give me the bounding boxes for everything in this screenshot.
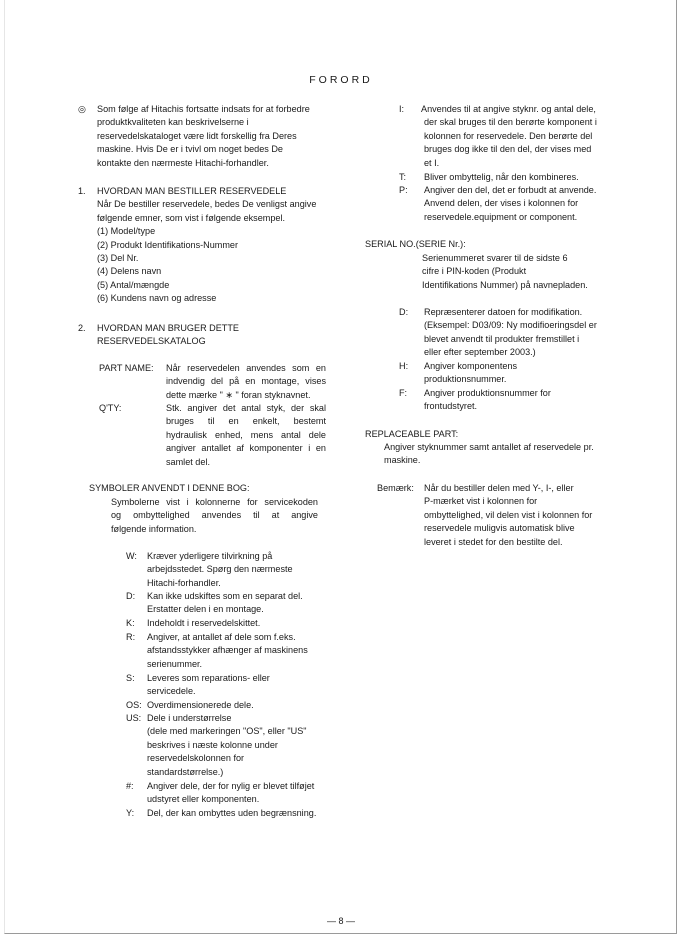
code-label: I: [399,104,405,114]
qty-label: Q'TY: [99,403,122,413]
intro-bullet-icon: ◎ [78,104,86,114]
qty-description [166,402,326,469]
qty-line: Stk. angiver det antal styk, der skal [166,403,326,413]
part-name-description [166,362,326,402]
symbol-line: udstyret eller komponenten. [147,794,260,805]
symbol-line: Angiver, at antallet af dele som f.eks. [147,632,296,642]
part-name-line: indvendig del på en montage, vises [166,376,326,387]
symbol-code: R: [126,632,136,642]
symbol-code: Y: [126,808,135,818]
code-label: D: [399,307,409,317]
symbol-line: afstandsstykker afhænger af maskinens [147,645,308,656]
symbol-line: Angiver dele, der for nylig er blevet tilføjet [147,781,315,791]
symbol-description [147,550,293,590]
code-line: Anvend delen, der vises i kolonnen for [424,198,579,209]
section-1-number: 1. [78,186,86,196]
symbols-heading: SYMBOLER ANVENDT I DENNE BOG: [89,483,250,493]
note-line: reservedele muligvis automatisk blive [424,523,575,534]
symbol-description [147,807,316,820]
symbol-description [147,780,314,807]
symbol-description [147,672,270,699]
replaceable-description [384,441,594,468]
symbols-intro-line: og ombyttelighed anvendes til at angive [111,510,318,521]
code-label: F: [399,388,408,398]
section-1 [97,185,316,306]
symbol-line: Kan ikke udskiftes som en separat del. [147,591,303,601]
code-description [424,387,551,414]
symbol-line: Dele i understørrelse [147,713,232,723]
replaceable-line: maskine. [384,455,421,466]
order-item: (5) Antal/mængde [97,279,170,290]
code-line: et I. [424,157,440,168]
symbols-intro-line: Symbolerne vist i kolonnerne for servicekoden [111,497,318,507]
symbol-line: Hitachi-forhandler. [147,577,221,588]
symbol-line: Erstatter delen i en montage. [147,604,264,615]
code-line: Angiver den del, det er forbudt at anvende. [424,185,597,195]
section-2-heading [97,322,239,349]
code-line: bruges dog ikke til den del, der vises med [424,144,592,155]
note-line: leveret i stedet for den bestilte del. [424,536,563,547]
code-line: (Eksempel: D03/09: Ny modifioeringsdel er [424,320,597,331]
note-label: Bemærk: [377,483,414,493]
code-line: eller efter september 2003.) [424,347,536,358]
code-line: frontudstyret. [424,401,478,412]
part-name-line: Når reservedelen anvendes som en [166,363,326,373]
qty-line: samlet del. [166,456,210,467]
symbol-description [147,590,303,617]
note-line: ombyttelighed, vil delen vist i kolonnen for [424,509,593,520]
symbol-code: W: [126,551,137,561]
page-title: FORORD [309,74,373,86]
serial-line: cifre i PIN-koden (Produkt [422,266,527,277]
symbol-code: #: [126,781,134,791]
code-label: T: [399,172,407,182]
qty-line: angiver antallet af komponenter i en [166,443,326,454]
section-2-number: 2. [78,323,86,333]
serial-heading: SERIAL NO.(SERIE Nr.): [365,239,466,249]
code-description [424,360,517,387]
code-line: blevet anvendt til produkter fremstillet i [424,333,580,344]
section-1-heading: HVORDAN MAN BESTILLER RESERVEDELE [97,186,287,196]
note-line: Når du bestiller delen med Y-, I-, eller [424,483,574,493]
order-item: (2) Produkt Identifikations-Nummer [97,239,239,250]
code-description [424,306,597,360]
symbol-code: OS: [126,700,142,710]
order-item: (4) Delens navn [97,266,162,277]
serial-line: Identifikations Nummer) på navnepladen. [422,279,588,290]
order-item: (6) Kundens navn og adresse [97,293,217,304]
order-item: (3) Del Nr. [97,253,139,264]
code-label: P: [399,185,408,195]
symbols-intro-line: følgende information. [111,523,197,534]
section-1-line: Når De bestiller reservedele, bedes De venligst angive [97,199,317,210]
symbol-description [147,617,260,630]
part-name-label: PART NAME: [99,363,154,373]
symbol-code: K: [126,618,135,628]
part-name-line: dette mærke " ∗ " foran styknavnet. [166,389,311,400]
symbol-description [147,631,308,671]
intro-paragraph [97,103,310,170]
code-description [421,103,597,170]
symbol-line: (dele med markeringen "OS", eller "US" [147,726,307,737]
qty-line: hydraulisk enhed, mens antal dele [166,429,326,440]
qty-line: bruges til en enkelt, bestemt [166,416,326,427]
intro-line: maskine. Hvis De er i tvivl om noget bedes De [97,144,283,155]
section-2-heading-line: HVORDAN MAN BRUGER DETTE [97,323,239,333]
symbol-line: Indeholdt i reservedelskittet. [147,618,261,628]
replaceable-heading: REPLACEABLE PART: [365,429,459,439]
intro-line: produktkvaliteten kan beskrivelserne i [97,117,249,128]
symbol-code: S: [126,673,135,683]
symbol-line: Del, der kan ombyttes uden begrænsning. [147,808,317,818]
code-description [424,184,596,224]
symbol-line: standardstørrelse.) [147,766,224,777]
symbol-line: Overdimensionerede dele. [147,700,254,710]
symbols-intro [111,496,318,536]
serial-description [422,252,588,292]
section-1-line: følgende emner, som vist i følgende eksempel. [97,212,286,223]
serial-line: Serienummeret svarer til de sidste 6 [422,253,568,263]
symbol-description [147,699,254,712]
code-line: reservedele.equipment or component. [424,211,578,222]
symbol-line: arbejdsstedet. Spørg den nærmeste [147,564,293,575]
symbol-code: D: [126,591,136,601]
code-line: Angiver komponentens [424,361,518,371]
intro-line: kontakte den nærmeste Hitachi-forhandler. [97,157,269,168]
symbol-line: serienummer. [147,658,203,669]
code-line: Angiver produktionsnummer for [424,388,551,398]
code-label: H: [399,361,409,371]
symbol-line: Leveres som reparations- eller [147,673,270,683]
symbol-line: Kræver yderligere tilvirkning på [147,551,273,561]
intro-line: Som følge af Hitachis fortsatte indsats for at forbedre [97,104,310,114]
code-line: kolonnen for reservedele. Den berørte del [424,130,593,141]
code-line: Repræsenterer datoen for modifikation. [424,307,583,317]
code-line: produktionsnummer. [424,374,507,385]
note-line: P-mærket vist i kolonnen for [424,496,538,507]
code-line: Bliver ombyttelig, når den kombineres. [424,172,579,182]
code-line: der skal bruges til den berørte komponent i [424,117,597,128]
intro-line: reservedelskataloget være lidt forskellig fra Deres [97,130,297,141]
page-number: — 8 — [326,916,355,926]
symbol-line: reservedelskolonnen for [147,753,245,764]
section-2-heading-line: RESERVEDELSKATALOG [97,336,206,347]
symbol-description [147,712,306,779]
code-line: Anvendes til at angive styknr. og antal dele, [421,104,596,114]
order-item: (1) Model/type [97,226,156,237]
code-description [424,171,579,184]
symbol-line: beskrives i næste kolonne under [147,739,278,750]
symbol-line: servicedele. [147,686,196,697]
note-description [424,482,592,549]
replaceable-line: Angiver styknummer samt antallet af reservedele pr. [384,442,594,452]
symbol-code: US: [126,713,142,723]
